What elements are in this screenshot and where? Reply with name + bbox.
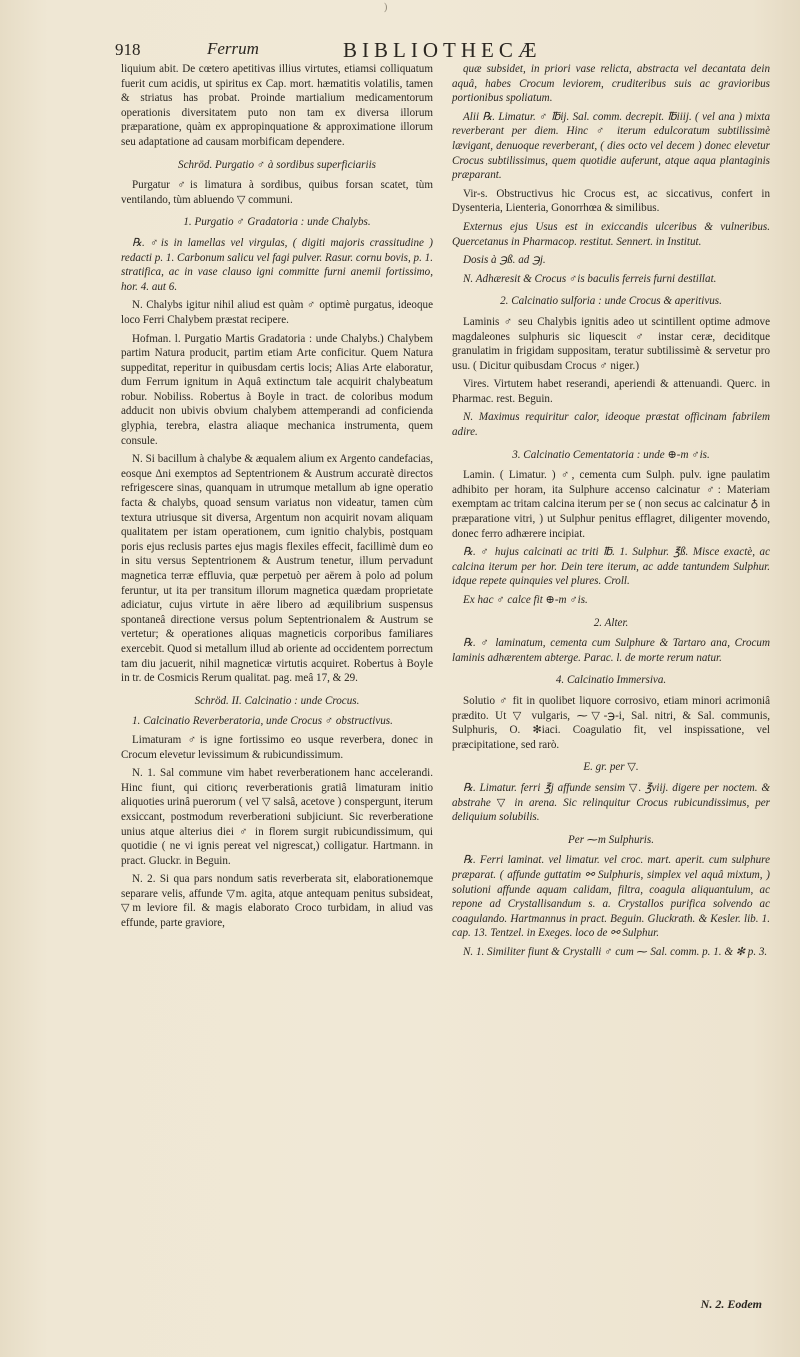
paragraph: Solutio ♂ fit in quolibet liquore corrosivo, etiam minori acrimoniâ prædito. Ut ▽ vulgaris, ⁓▽-℈-i, Sal. nitri, & Sal. communis, Sulphuris, O. ✻iaci. Coagulatio fit, vel inspissatione, vel præcipitatione, sed rarò. <box>452 694 770 751</box>
paragraph: Vires. Virtutem habet reserandi, aperiendi & attenuandi. Querc. in Pharmac. rest. Beguin. <box>452 378 770 405</box>
paragraph: ℞. ♂ laminatum, cementa cum Sulphure & Tartaro ana, Crocum laminis adhærentem abterge. Parac. l. de morte rerum natur. <box>452 637 770 664</box>
section-heading: 2. Calcinatio sulforia : unde Crocus & aperitivus. <box>500 295 722 308</box>
paragraph: Laminis ♂ seu Chalybis ignitis adeo ut scintillent optime admove magdaleones sulphuris sic liquescit ♂ instar ceræ, deciditque granulatim in frigidam suppositam, teratur subtilissimè & servetur pro usu. ( Dicitur quibusdam Crocus ♂ niger.) <box>452 315 770 372</box>
section-heading: 3. Calcinatio Cementatoria : unde ⊕-m ♂is. <box>512 448 710 461</box>
running-title: BIBLIOTHECÆ <box>343 38 542 62</box>
paragraph: N. Chalybs igitur nihil aliud est quàm ♂ optimè purgatus, ideoque loco Ferri Chalybem præstat recipere. <box>121 299 433 326</box>
paragraph: Vir-s. Obstructivus hic Crocus est, ac siccativus, confert in Dysenteria, Lienteria, Gonorrhœa & similibus. <box>452 187 770 215</box>
paragraph: N. Adhæresit & Crocus ♂is baculis ferreis furni destillat. <box>463 272 717 285</box>
paragraph: Ex hac ♂ calce fit ⊕-m ♂is. <box>463 594 588 606</box>
paragraph: liquium abit. De cœtero apetitivas illius virtutes, etiamsi colliquatum fuerit cum acidis, ut spiritus ex Cap. mort. hæmatitis volatilis, tamen & striatus has probat. Proinde martialium medicamentorum operationis diversitatem puto non tam ex diversa illorum præparatione, quàm ex appropinquatione & approximatione illorum seu adaptatione ad causam morbificam dependere. <box>121 63 433 148</box>
right-column <box>452 62 770 963</box>
section-heading: 4. Calcinatio Immersiva. <box>555 674 667 687</box>
paragraph: Dosis à ℈ß. ad ℈j. <box>463 254 546 267</box>
paragraph: quæ subsidet, in priori vase relicta, abstracta vel decantata dein aquâ, habes Crocum leviorem, cruditeribus suis ac gravioribus portionibus spoliatum. <box>452 63 770 105</box>
catchword: N. 2. Eodem <box>700 1297 762 1311</box>
paragraph: 1. Calcinatio Reverberatoria, unde Crocus ♂ obstructivus. <box>132 715 393 728</box>
section-heading: 2. Alter. <box>593 616 629 629</box>
section-heading: E. gr. per ▽. <box>583 761 639 774</box>
paragraph: ℞. Ferri laminat. vel limatur. vel croc. mart. aperit. cum sulphure præparat. ( affunde guttatim ⚯ Sulphuris, simplex vel aquâ mixtum, ) solutioni affunde aquam calidam, filtra, coagula aliquantulum, ac repone ad Crystallisandum s. a. Crystallos purifica solvendo ac coagulando. Hartmannus in pract. Beguin. Gluckrath. & Kesler. lib. 1. cap. 13. Tentzel. in Exeges. loco de ⚯ Sulphur. <box>452 854 770 940</box>
paragraph: Limaturam ♂is igne fortissimo eo usque reverbera, donec in Crocum elevetur levissimum & rubicundissimum. <box>121 733 433 761</box>
paragraph: N. Maximus requiritur calor, ideoque præstat officinam fabrilem adire. <box>452 411 770 439</box>
paragraph: Lamin. ( Limatur. ) ♂, cementa cum Sulph. pulv. igne paulatim adhibito per horam, ita Sulphure accenso calcinatur ♂: Materiam exemptam ac tritam calcina iterum per se ( non secus ac calcinatur ♁ in præparatione vitri, ) ut Sulphur penitus efflagret, diligenter movendo, donec ferro adhærere incipiat. <box>452 469 770 540</box>
paragraph: N. Si bacillum à chalybe & æqualem alium ex Argento candefacias, eosque Δni exemptos ad Septentrionem & Austrum accuratè directos refrigescere sinas, quanquam in utrumque metallum ab igne operatio facta & chalybs, quoad sensum variatus non videatur, tamen cùm textura utriusque sit diversa, Argentum non acquirit novam aliquam qualitatem per istam operationem, cum ignitio chalybis, postquam poris ejus reclusis partes ejus magis flexiles effecit, facillimè dum eo in situ versus Septentrionem & Austrum tenetur, illum pervadunt magnetica terræ effluvia, quæ perpetuò per aërem à polo ad polum feruntur, ut ita per transitum illorum magnetica quædam proprietate adiciatur, cujus virtute in aëre libero ad æquilibrium suspensus spontaneâ directione versus polum Septentrionalem & Austrum se vertetur; & operationes aliquas magneticis corporibus familiares exercebit. Quod si metallum illud ab oriente ad occidentem porrectum tam diu jacuerit, nihil magneticæ virtutis acquiret. Robertus à Boyle in tr. de Cosmicis Rerum qualitat. pag. meâ 17, & 29. <box>121 453 433 685</box>
paragraph: Hofman. l. Purgatio Martis Gradatoria : unde Chalybs.) Chalybem partim Natura producit, partim etiam Arte conficitur. Quem Natura suppeditat, reperitur in quibusdam certis locis; Alias Arte elaboratur, dum Ferrum ignitum in Aquâ extinctum tale acquirit chalybeatum robur. Nobiliss. Robertus à Boyle in tract. de coloribus modum adducit non ubivis obvium chalybem attemperandi ad conficienda glyphia, terebra, elastra aliaque mechanica instrumenta, quem consule. <box>121 332 433 447</box>
paragraph: Alii ℞. Limatur. ♂ ℔ij. Sal. comm. decrepit. ℔iiij. ( vel ana ) mixta reverberant per diem. Hinc ♂ iterum edulcoratum subtilissimè lævigant, denuoque reverberant, ( dies octo vel decem ) donec elevetur Crocus subtilissimus, quem quotidie auferunt, atque aqua plantaginis præparant. <box>452 110 770 182</box>
paragraph: Externus ejus Usus est in exiccandis ulceribus & vulneribus. Quercetanus in Pharmacop. restitut. Sennert. in Institut. <box>452 220 770 248</box>
paragraph: ℞. ♂ hujus calcinati ac triti ℔. 1. Sulphur. ℥ß. Misce exactè, ac calcina iterum per hor. Dein tere iterum, ac adde tantundem Sulphur. idque repete quinquies vel plures. Croll. <box>452 546 770 588</box>
paragraph: ℞. ♂is in lamellas vel virgulas, ( digiti majoris crassitudine ) redacti p. 1. Carbonum salicu vel fagi pulver. Rasur. cornu bovis, p. 1. stratifica, ac in vase clauso igni committe furni anemii fortissimo, hor. 4. aut 6. <box>121 236 433 293</box>
left-column <box>121 62 433 935</box>
paragraph: N. 1. Sal commune vim habet reverberationem hanc accelerandi. Hinc fiunt, qui citiorις reverberationis gratiâ limaturam initio aliquoties urinâ puerorum ( vel ▽ salsâ, acetove ) conspergunt, iterum exsiccant, postmodum reverberationi subjiciunt. Sic reverberatione unius atque alterius diei ♂ in florem surgit rubicundissimum, qui quotidie ( ne vi ignis pereat vel nigrescat,) colligatur. Hartmann. in pract. Gluckr. in Beguin. <box>121 767 433 867</box>
paragraph: N. 1. Similiter fiunt & Crystalli ♂ cum ⁓ Sal. comm. p. 1. & ✻ p. 3. <box>463 945 768 958</box>
page-number: 918 <box>115 40 141 59</box>
section-heading: Per ⁓m Sulphuris. <box>568 833 654 846</box>
header-subject: Ferrum <box>207 39 259 58</box>
paragraph: Purgatur ♂is limatura à sordibus, quibus forsan scatet, tùm ventilando, tùm abluendo ▽ communi. <box>121 179 433 206</box>
section-heading: 1. Purgatio ♂ Gradatoria : unde Chalybs. <box>183 216 371 229</box>
page-edge-mark: ) <box>384 2 388 13</box>
paragraph: N. 2. Si qua pars nondum satis reverberata sit, elaborationemque separare velis, affunde ▽m. agita, atque antequam penitus subsideat, ▽m leviore fil. & magis elaborato Croco turbidam, in aliud vas effunde, parte graviore, <box>121 873 433 930</box>
paragraph: ℞. Limatur. ferri ℥j affunde sensim ▽. ℥viij. digere per noctem. & abstrahe ▽ in arena. Sic relinquitur Crocus rubicundissimus, per deliquium solubilis. <box>452 781 770 824</box>
section-heading: Schröd. II. Calcinatio : unde Crocus. <box>194 694 360 707</box>
section-heading: Schröd. Purgatio ♂ à sordibus superficiariis <box>178 158 376 171</box>
page-header <box>115 38 775 64</box>
